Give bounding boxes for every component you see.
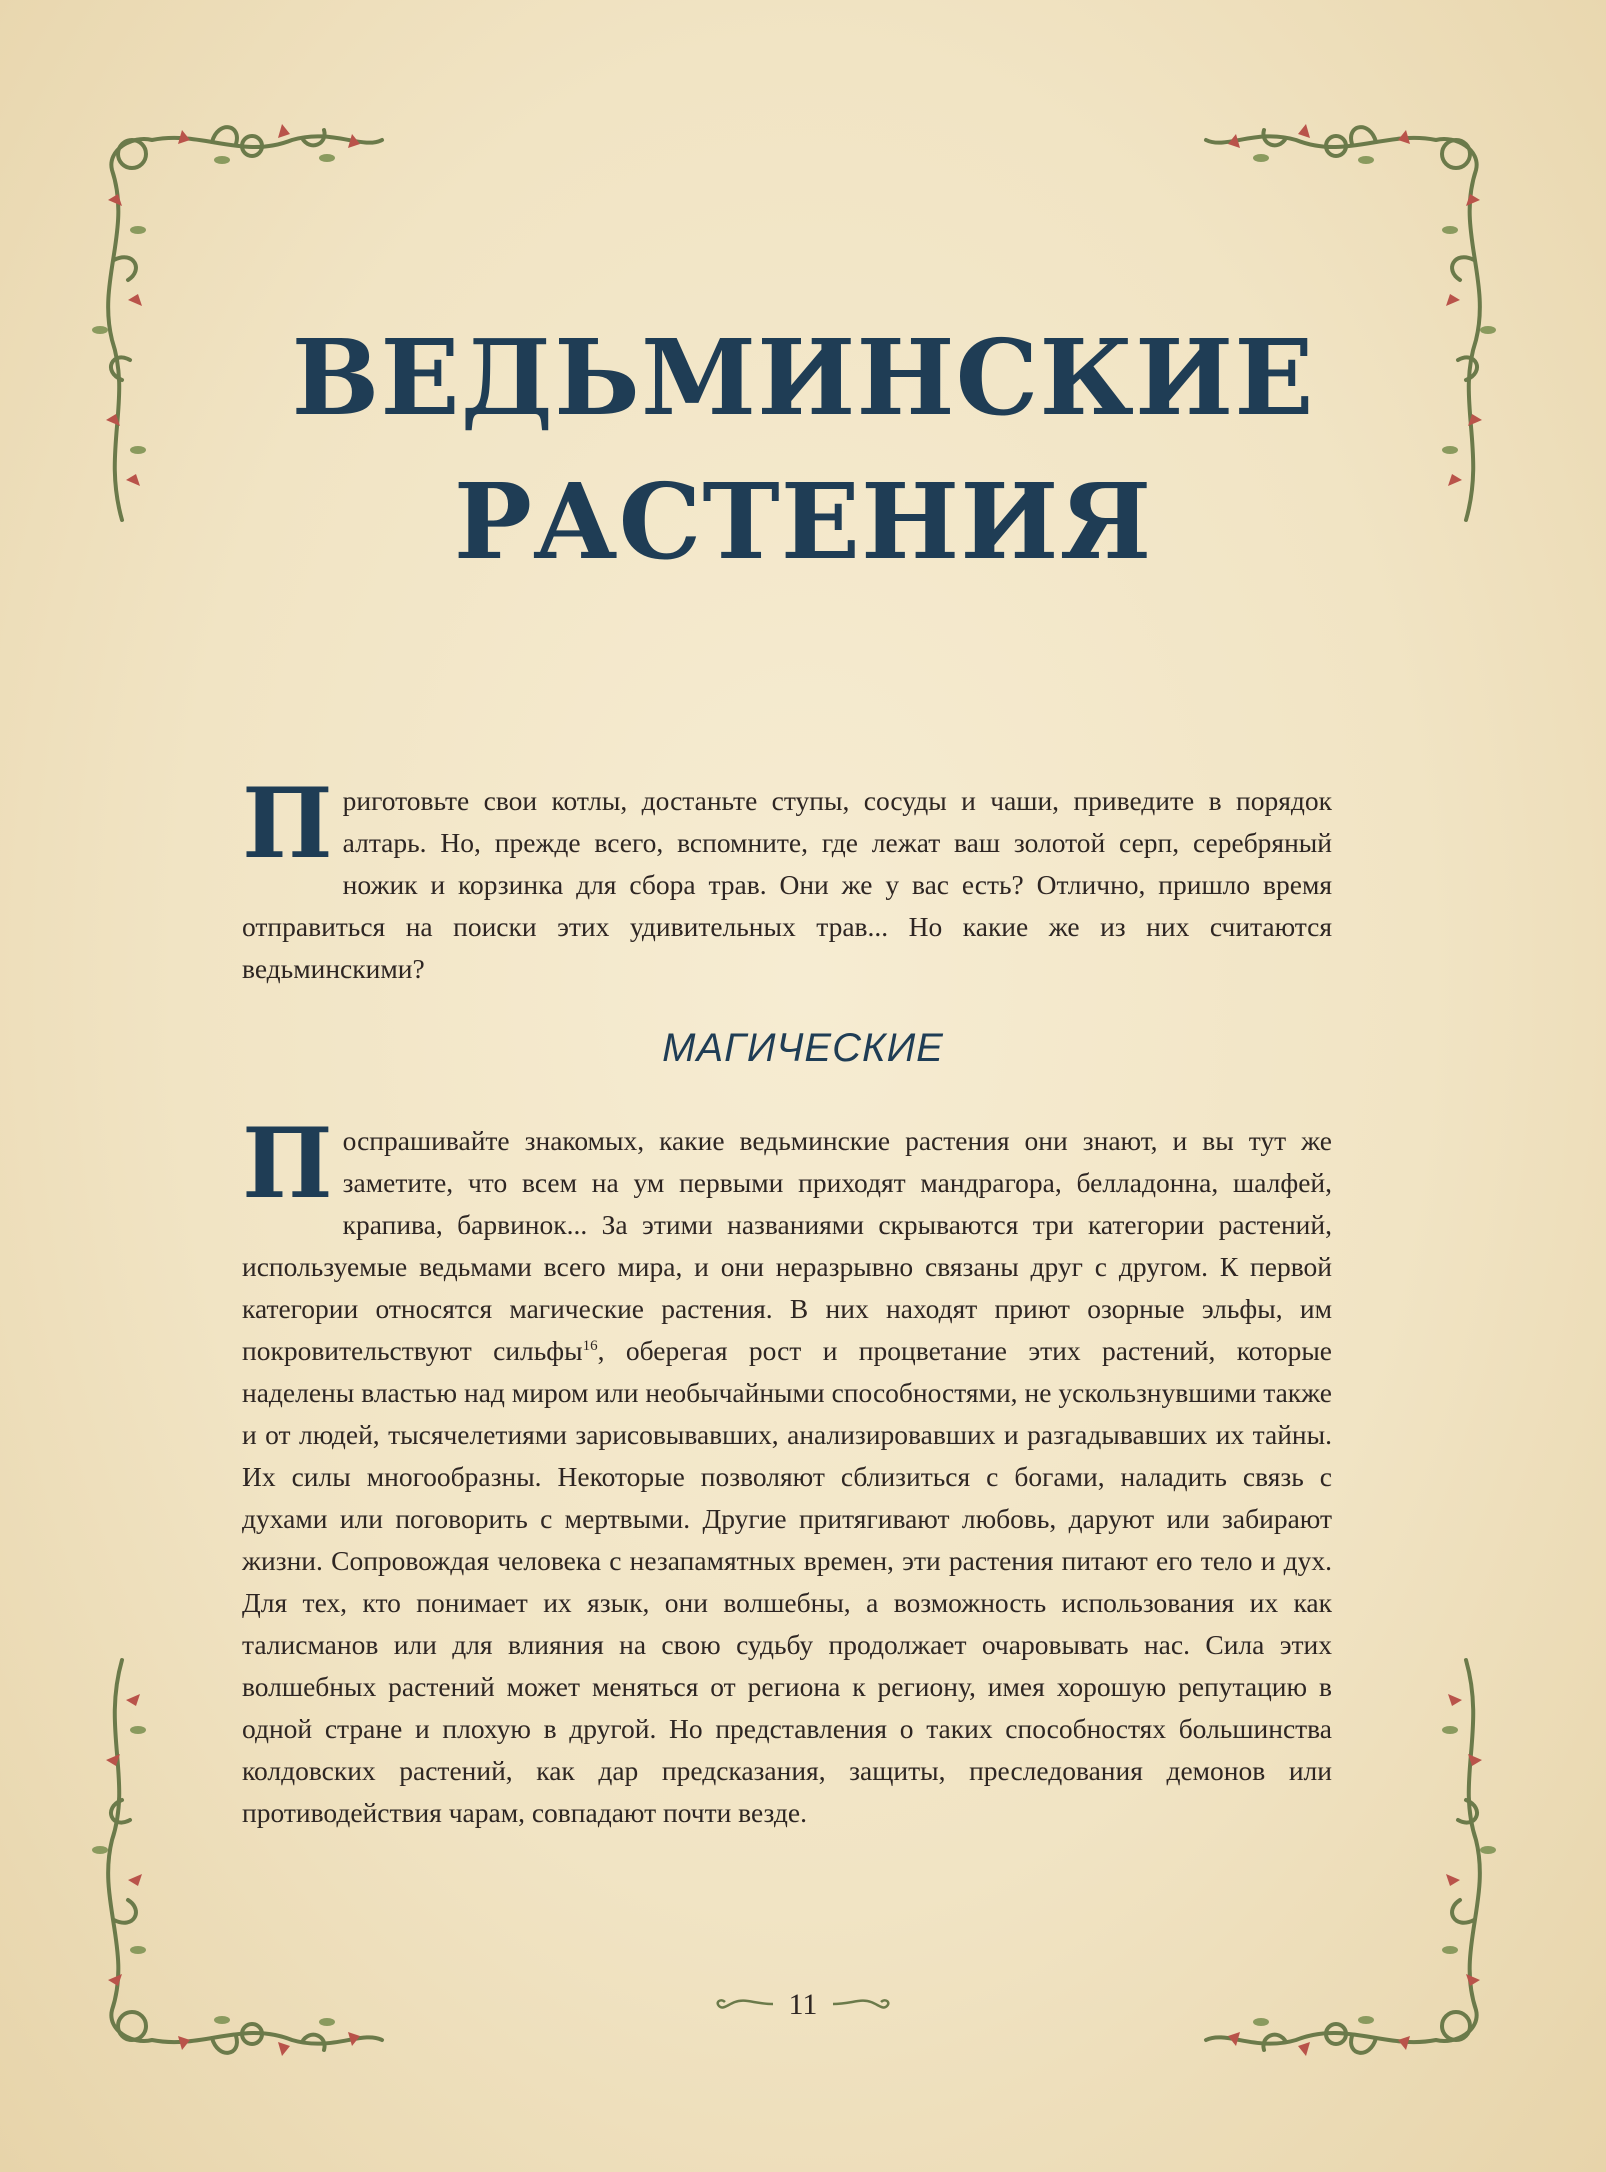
intro-text: риготовьте свои котлы, достаньте ступы, сосуды и чаши, приведите в порядок алтарь. Но, прежде всего, вспомните, где лежат ваш золотой серп, серебряный ножик и корзинка для сбора трав. Они же у вас есть? Отлично, пришло время отправиться на поиски этих удивительных трав... Но какие же из них считаются ведьминскими? <box>242 785 1332 984</box>
page-title-line-2: РАСТЕНИЯ <box>453 460 1153 583</box>
swirl-right-icon <box>831 1988 891 2022</box>
intro-dropcap: П <box>242 767 333 880</box>
intro-paragraph <box>242 767 1332 990</box>
section-paragraph <box>242 1107 1332 1834</box>
page-number-footer <box>0 1986 1606 2022</box>
section-text-part-2: , оберегая рост и процветание этих растений, которые наделены властью над миром или необычайными способностями, не ускользнувшими также и от людей, тысячелетиями зарисовывавших, анализировавших и разгадывавших их тайны. Их силы многообразны. Некоторые позволяют сблизиться с богами, наладить связь с духами или поговорить с мертвыми. Другие притягивают любовь, даруют или забирают жизни. Сопровождая человека с незапамятных времен, эти растения питают его тело и дух. Для тех, кто понимает их язык, они волшебны, а возможность использования их как талисманов или для влияния на свою судьбу продолжает очаровывать нас. Сила этих волшебных растений может меняться от региона к региону, имея хорошую репутацию в одной стране и плохую в другой. Но представления о таких способностях большинства колдовских растений, как дар предсказания, защиты, преследования демонов или противодействия чарам, совпадают почти везде. <box>242 1335 1332 1828</box>
page-title-line-1: ВЕДЬМИНСКИЕ <box>291 316 1315 439</box>
swirl-left-icon <box>715 1988 775 2022</box>
section-text-part-1: оспрашивайте знакомых, какие ведьминские растения они знают, и вы тут же заметите, что всем на ум первыми приходят мандрагора, белладонна, шалфей, крапива, барвинок... За этими названиями скрываются три категории растений, используемые ведьмами всего мира, и они неразрывно связаны друг с другом. К первой категории относятся магические растения. В них находят приют озорные эльфы, им покровительствуют сильфы <box>242 1125 1332 1366</box>
footnote-reference[interactable]: 16 <box>582 1337 598 1354</box>
section-dropcap: П <box>242 1107 333 1220</box>
section-heading: МАГИЧЕСКИЕ <box>662 1026 944 1070</box>
page-number: 11 <box>788 1988 818 2022</box>
